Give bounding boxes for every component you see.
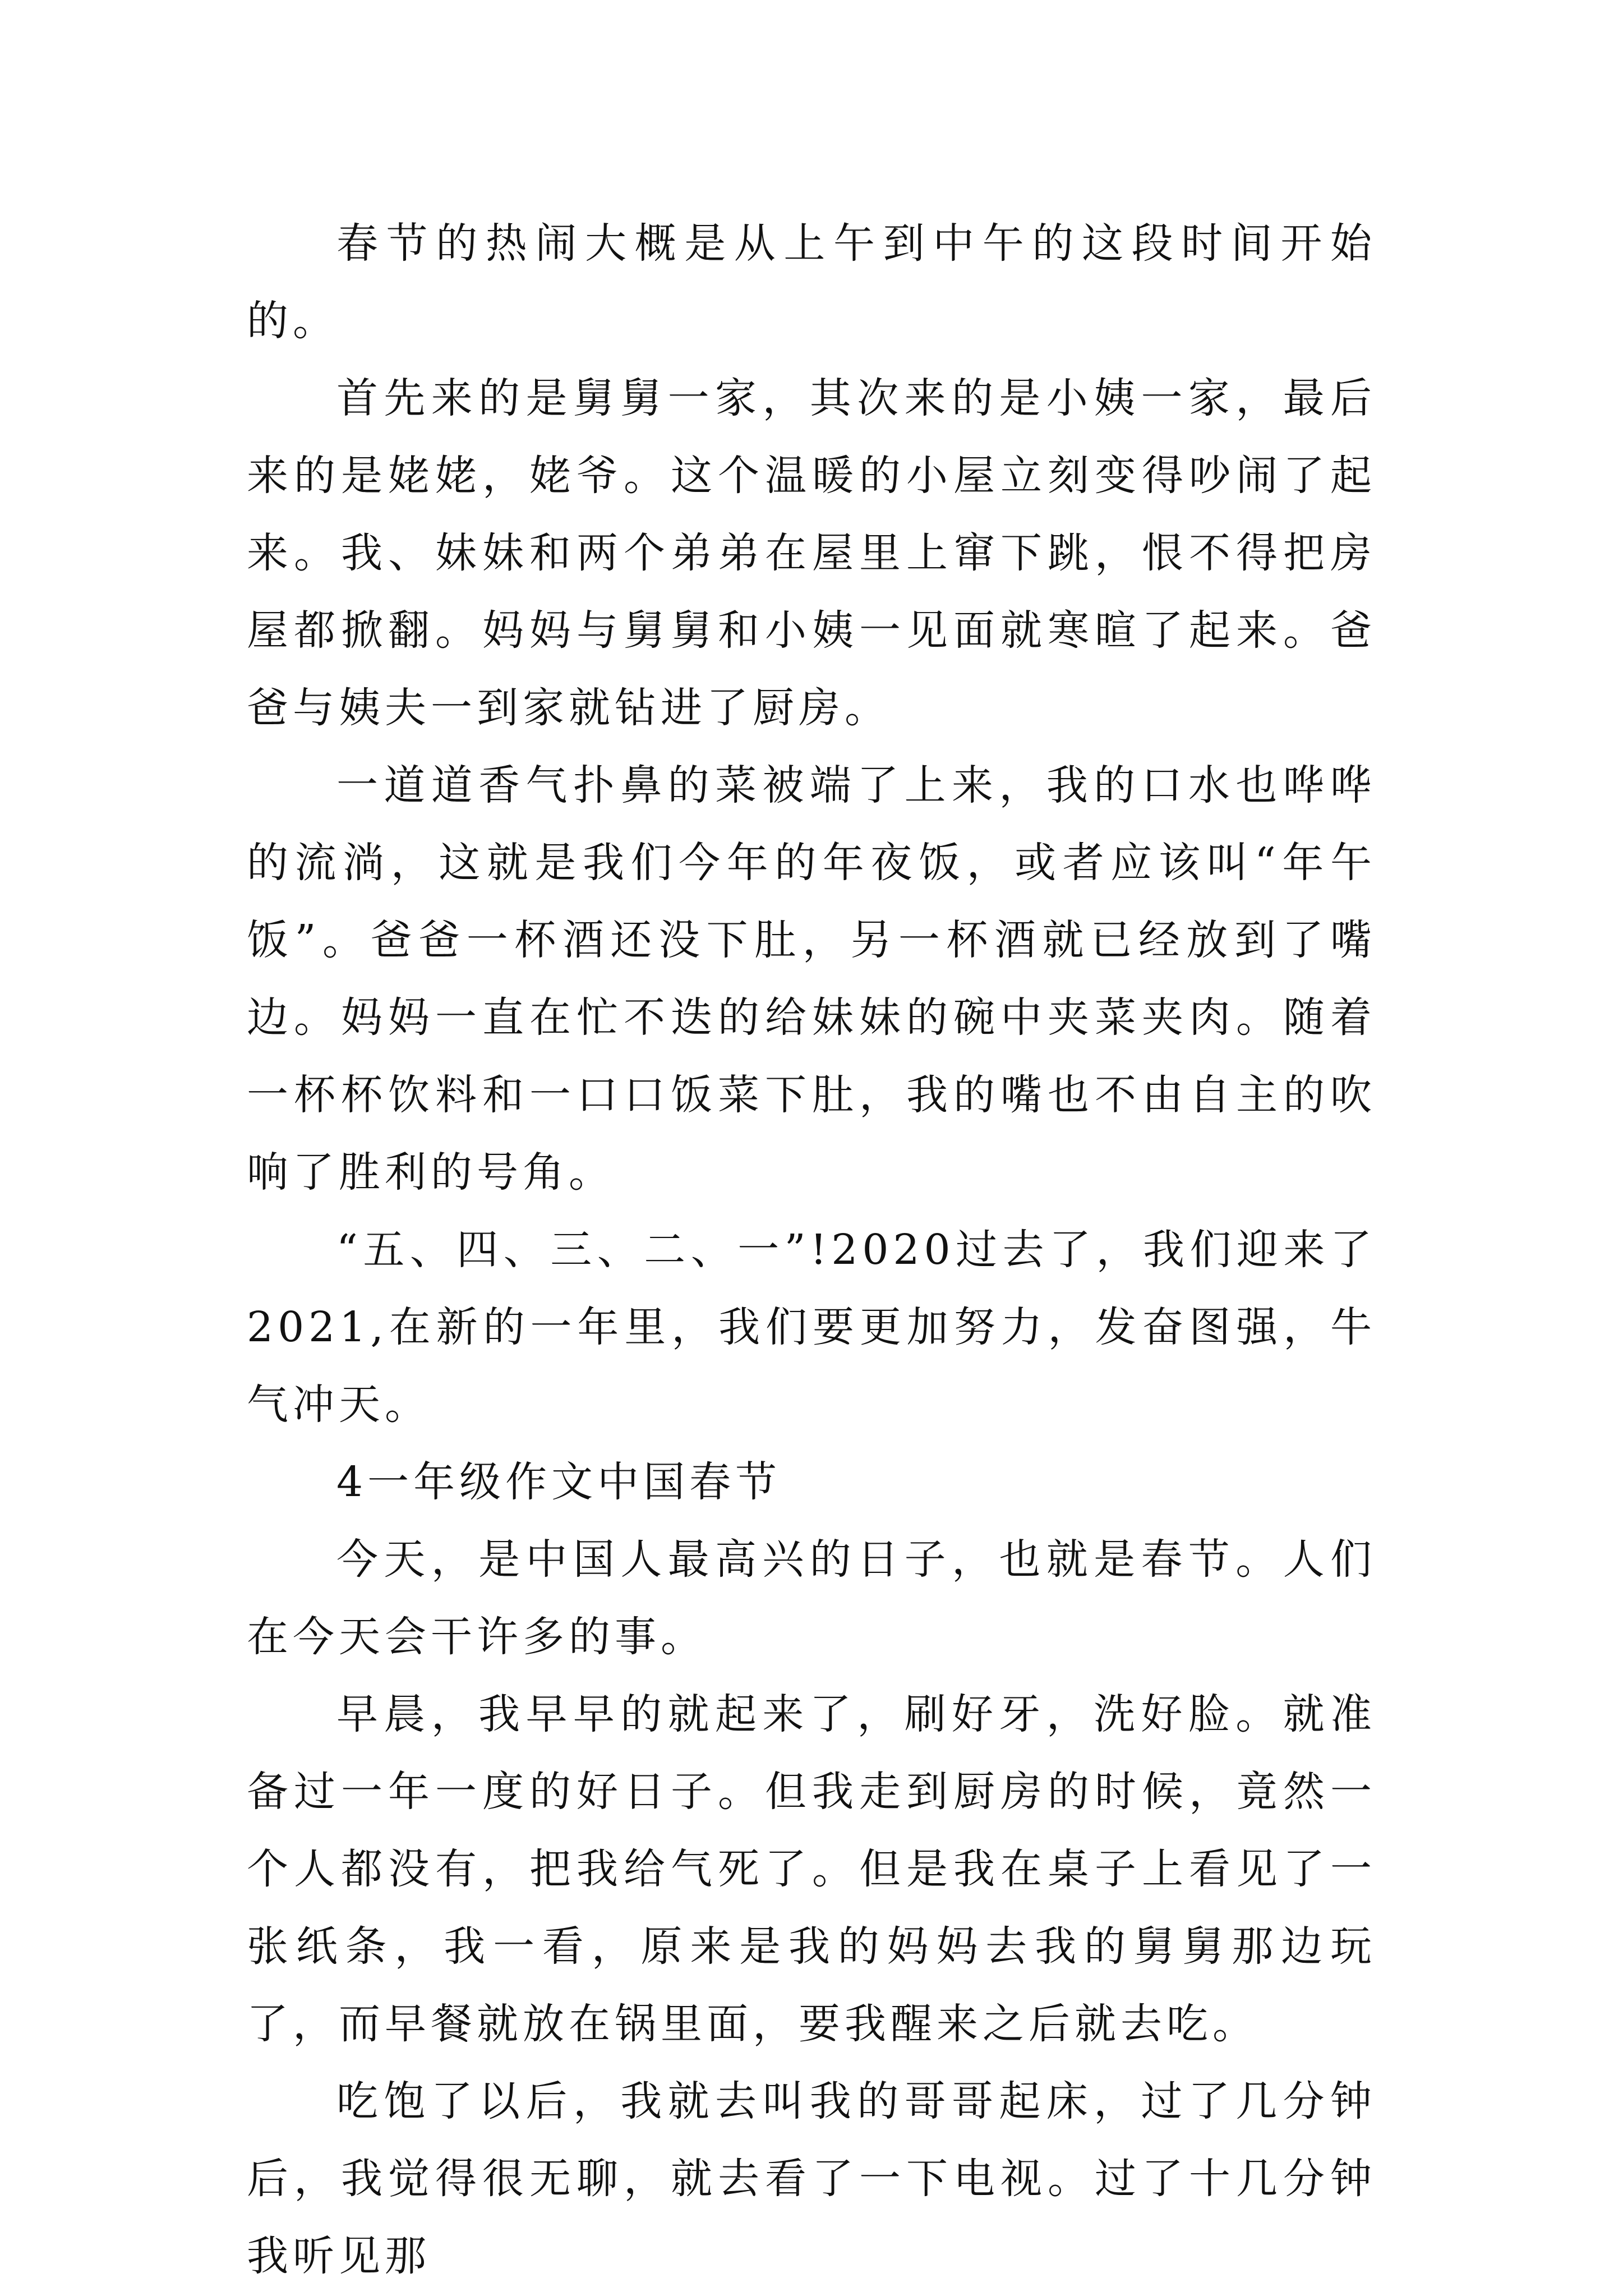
paragraph-5: 今天，是中国人最高兴的日子，也就是春节。人们在今天会干许多的事。 [247,1535,1376,1661]
paragraph-2: 首先来的是舅舅一家，其次来的是小姨一家，最后来的是姥姥，姥爷。这个温暖的小屋立刻变得吵闹了起来。我、妹妹和两个弟弟在屋里上窜下跳，恨不得把房屋都掀翻。妈妈与舅舅和小姨一见面就寒暄了起来。爸爸与姨夫一到家就钻进了厨房。 [247,374,1376,732]
paragraph-4: “五、四、三、二、一”!2020过去了，我们迎来了2021,在新的一年里，我们要更加努力，发奋图强，牛气冲天。 [247,1226,1376,1429]
paragraph-7: 吃饱了以后，我就去叫我的哥哥起床，过了几分钟后，我觉得很无聊，就去看了一下电视。过了十几分钟我听见那 [247,2077,1376,2280]
paragraph-6: 早晨，我早早的就起来了，刷好牙，洗好脸。就准备过一年一度的好日子。但我走到厨房的时候，竟然一个人都没有，把我给气死了。但是我在桌子上看见了一张纸条，我一看，原来是我的妈妈去我的舅舅那边玩了，而早餐就放在锅里面，要我醒来之后就去吃。 [247,1690,1376,2048]
paragraph-1: 春节的热闹大概是从上午到中午的这段时间开始的。 [247,219,1376,345]
section-heading: 4一年级作文中国春节 [336,1458,782,1506]
document-body [247,205,1376,2295]
paragraph-3: 一道道香气扑鼻的菜被端了上来，我的口水也哗哗的流淌，这就是我们今年的年夜饭，或者应该叫“年午饭”。爸爸一杯酒还没下肚，另一杯酒就已经放到了嘴边。妈妈一直在忙不迭的给妹妹的碗中夹菜夹肉。随着一杯杯饮料和一口口饭菜下肚，我的嘴也不由自主的吹响了胜利的号角。 [247,761,1376,1197]
